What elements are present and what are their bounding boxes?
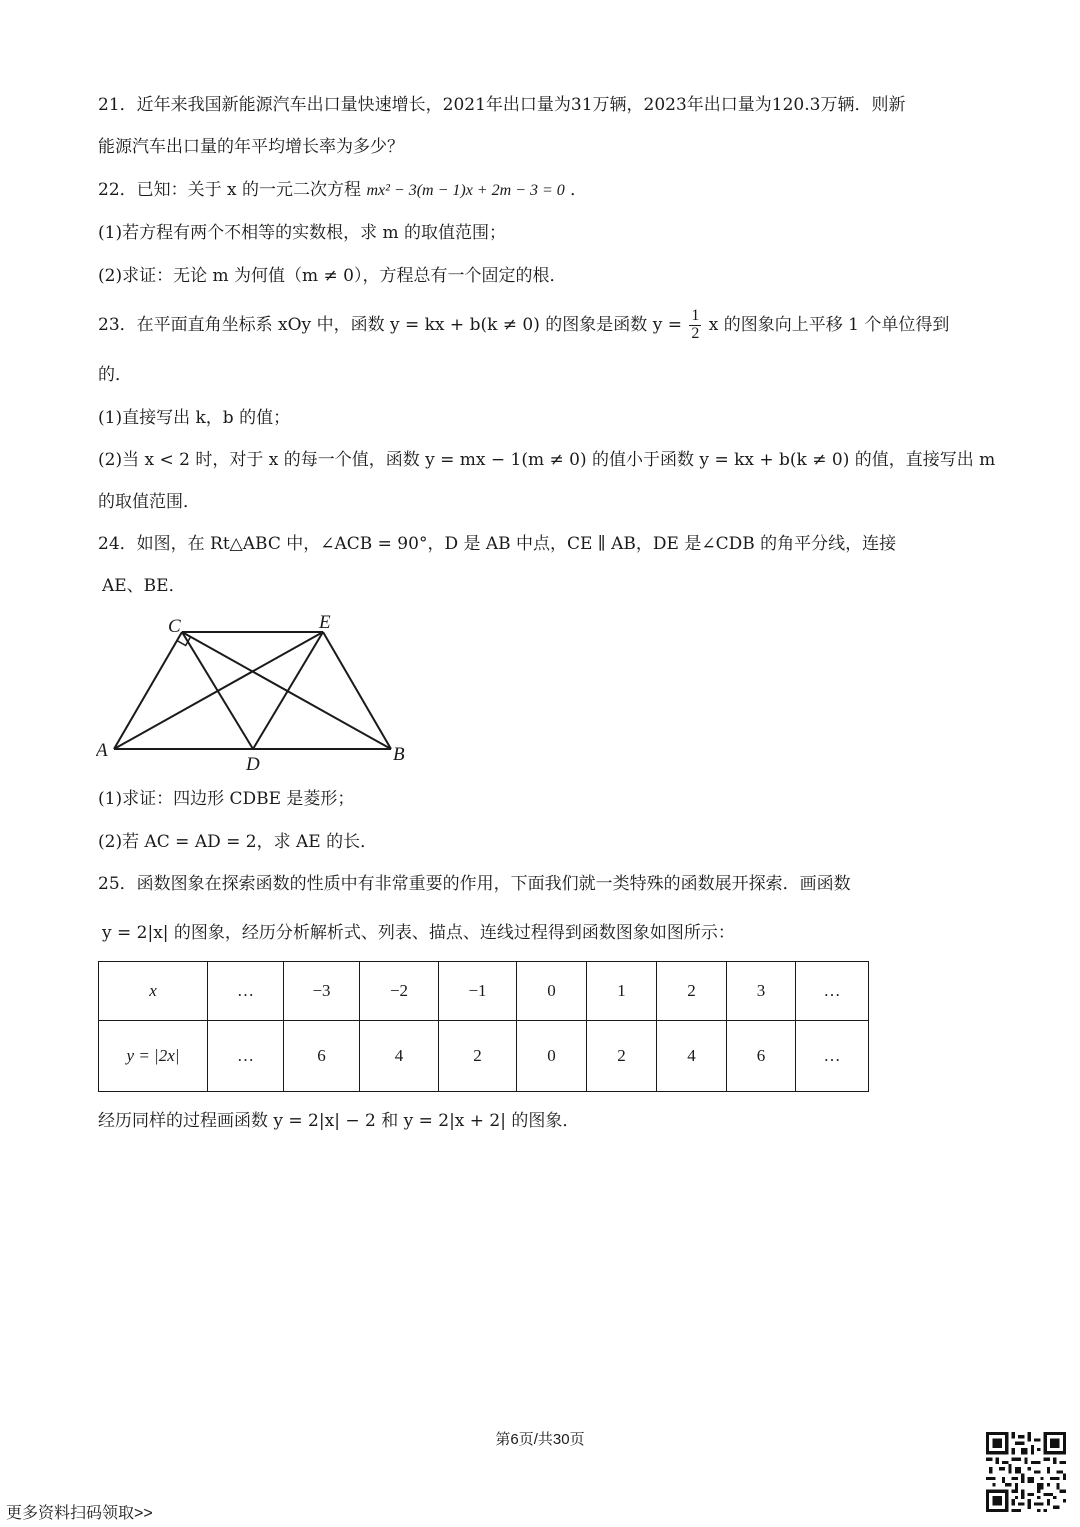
- label-b: B: [393, 744, 405, 765]
- table-cell: 6: [284, 1021, 360, 1092]
- table-cell: −1: [439, 962, 517, 1021]
- table-cell: x: [99, 962, 208, 1021]
- table-cell: 2: [587, 1021, 657, 1092]
- table-cell: 4: [360, 1021, 439, 1092]
- label-e: E: [319, 612, 331, 633]
- table-cell: −3: [284, 962, 360, 1021]
- label-d: D: [246, 754, 260, 775]
- q22-suffix: ．: [570, 180, 588, 200]
- q23-part1: (1)直接写出 k，b 的值；: [98, 408, 291, 428]
- table-cell: 2: [657, 962, 727, 1021]
- q23-frac-num: 1: [691, 307, 700, 325]
- segment-cd: [182, 632, 253, 749]
- table-cell: …: [796, 962, 869, 1021]
- q24-part2: (2)若 AC = AD = 2，求 AE 的长．: [98, 832, 378, 852]
- q23-prefix: 23．在平面直角坐标系 xOy 中，函数 y = kx + b(k ≠ 0) 的图象是函数 y =: [98, 315, 682, 335]
- q23-line2: 的．: [98, 365, 132, 385]
- figure-lines: [114, 632, 391, 749]
- table-cell: 1: [587, 962, 657, 1021]
- q22-prefix: 22．已知：关于 x 的一元二次方程: [98, 180, 362, 200]
- segment-cb: [182, 632, 391, 749]
- q23-suffix: x 的图象向上平移 1 个单位得到: [708, 315, 950, 335]
- q23-frac-den: 2: [691, 325, 700, 342]
- q22-stem: [98, 182, 587, 199]
- table-cell: 4: [657, 1021, 727, 1092]
- segment-de: [253, 632, 323, 749]
- geometry-figure: [96, 612, 416, 777]
- table-cell: 3: [727, 962, 796, 1021]
- segment-ac: [114, 632, 182, 749]
- q25-line3: 经历同样的过程画函数 y = 2|x| − 2 和 y = 2|x + 2| 的图象．: [98, 1111, 580, 1131]
- q23-fraction: [689, 308, 701, 343]
- more-resources-link[interactable]: 更多资料扫码领取>>: [6, 1505, 153, 1522]
- table-cell: 6: [727, 1021, 796, 1092]
- table-row-x: [99, 962, 869, 1021]
- table-cell: …: [796, 1021, 869, 1092]
- qr-code-icon[interactable]: [986, 1432, 1066, 1512]
- table-cell: y = |2x|: [99, 1021, 208, 1092]
- q24-line2: AE、BE．: [102, 576, 186, 596]
- q22-part2: (2)求证：无论 m 为何值（m ≠ 0），方程总有一个固定的根．: [98, 266, 567, 286]
- value-table: [98, 961, 869, 1092]
- page-number: 第6页/共30页: [495, 1431, 585, 1448]
- table-cell: 0: [517, 1021, 587, 1092]
- q23-stem: [98, 305, 949, 345]
- table-cell: 0: [517, 962, 587, 1021]
- q22-equation: mx² − 3(m − 1)x + 2m − 3 = 0: [366, 182, 565, 199]
- q21-line1: 21．近年来我国新能源汽车出口量快速增长，2021年出口量为31万辆，2023年出口量为120.3万辆．则新: [98, 95, 906, 115]
- q22-part1: (1)若方程有两个不相等的实数根，求 m 的取值范围；: [98, 223, 507, 243]
- table-cell: …: [208, 962, 284, 1021]
- label-a: A: [96, 740, 108, 761]
- q24-part1: (1)求证：四边形 CDBE 是菱形；: [98, 789, 355, 809]
- q25-line1: 25．函数图象在探索函数的性质中有非常重要的作用，下面我们就一类特殊的函数展开探索．画函数: [98, 874, 851, 894]
- q24-line1: 24．如图，在 Rt△ABC 中，∠ACB = 90°，D 是 AB 中点，CE ∥ AB，DE 是∠CDB 的角平分线，连接: [98, 534, 897, 554]
- table-row-y: [99, 1021, 869, 1092]
- q25-line2: y = 2|x| 的图象，经历分析解析式、列表、描点、连线过程得到函数图象如图所示：: [102, 923, 735, 943]
- table-cell: −2: [360, 962, 439, 1021]
- table-cell: …: [208, 1021, 284, 1092]
- q23-part2-line2: 的取值范围．: [98, 492, 200, 512]
- table-cell: 2: [439, 1021, 517, 1092]
- q21-line2: 能源汽车出口量的年平均增长率为多少？: [98, 137, 404, 157]
- segment-eb: [323, 632, 391, 749]
- label-c: C: [168, 616, 181, 637]
- q23-part2-line1: (2)当 x < 2 时，对于 x 的每一个值，函数 y = mx − 1(m ≠ 0) 的值小于函数 y = kx + b(k ≠ 0) 的值，直接写出 m: [98, 450, 996, 470]
